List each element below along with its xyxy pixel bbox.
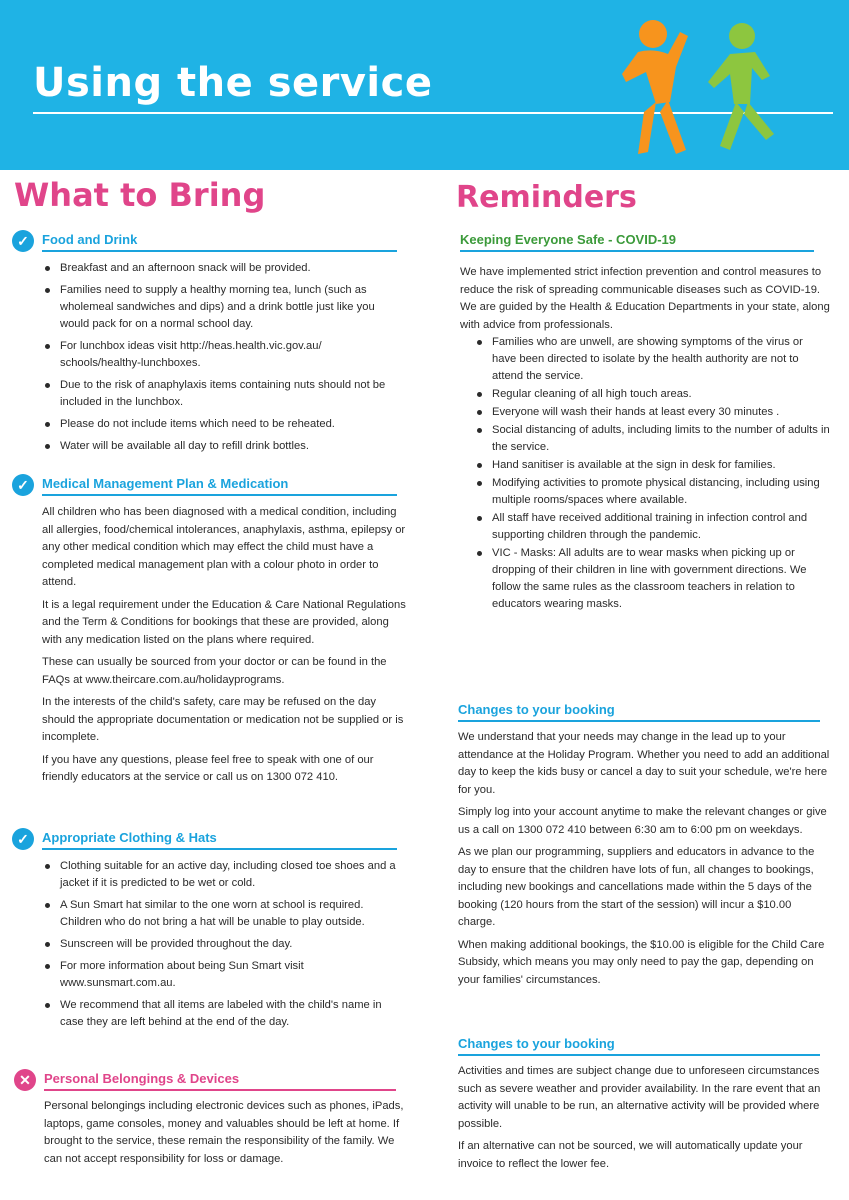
- list-item: Breakfast and an afternoon snack will be provided.: [42, 260, 397, 277]
- food-drink-list: [42, 260, 397, 455]
- paragraph: If you have any questions, please feel free to speak with one of our friendly educators at the service or call us on 1300 072 410.: [42, 753, 374, 783]
- section-divider: [42, 848, 397, 850]
- belongings-title: Personal Belongings & Devices: [44, 1071, 240, 1086]
- booking-changes-title: Changes to your booking: [458, 702, 615, 717]
- paragraph: As we plan our programming, suppliers and educators in advance to the day to ensure that the children have lots of fun, all changes to bookings, including new bookings and cancellations made within the 5 days of the booking (120 hours from the start of the session) will incur a $10.00 charge.: [458, 846, 815, 928]
- section-divider: [460, 250, 814, 252]
- list-item: Everyone will wash their hands at least every 30 minutes .: [474, 404, 830, 421]
- section-divider: [458, 1054, 820, 1056]
- clothing-section: [42, 828, 397, 1036]
- check-icon: ✓: [12, 828, 34, 850]
- clothing-list: [42, 858, 397, 1031]
- list-item: Regular cleaning of all high touch areas.: [474, 386, 830, 403]
- covid-title: Keeping Everyone Safe - COVID-19: [460, 232, 677, 247]
- list-item: VIC - Masks: All adults are to wear masks when picking up or dropping of their children in line with government directions. We follow the same rules as the classroom teachers in relation to educators wearing masks.: [474, 545, 830, 613]
- page-title: Using the service: [33, 60, 433, 106]
- belongings-section: [44, 1069, 404, 1173]
- food-drink-section: [42, 230, 397, 460]
- list-item: Social distancing of adults, including limits to the number of adults in the service.: [474, 422, 830, 456]
- activity-changes-section: [458, 1034, 830, 1178]
- covid-body: [460, 264, 830, 613]
- activity-changes-title: Changes to your booking: [458, 1036, 615, 1051]
- list-item: Hand sanitiser is available at the sign in desk for families.: [474, 457, 830, 474]
- paragraph: If an alternative can not be sourced, we will automatically update your invoice to reflect the lower fee.: [458, 1140, 803, 1170]
- paragraph: When making additional bookings, the $10.00 is eligible for the Child Care Subsidy, which means you may only need to pay the gap, depending on your families' circumstances.: [458, 938, 825, 986]
- activity-changes-body: [458, 1063, 826, 1173]
- paragraph: These can usually be sourced from your doctor or can be found in the FAQs at www.theircare.com.au/holidayprograms.: [42, 656, 387, 686]
- paragraph: In the interests of the child's safety, care may be refused on the day should the appropriate documentation or medication not be supplied or is incomplete.: [42, 696, 404, 743]
- cross-icon: ✕: [14, 1069, 36, 1091]
- paragraph: It is a legal requirement under the Education & Care National Regulations and the Term & Conditions for bookings that these are provided, along with any medication listed on the plans where required.: [42, 598, 406, 646]
- list-item: For lunchbox ideas visit http://heas.health.vic.gov.au/ schools/healthy-lunchboxes.: [42, 338, 397, 372]
- list-item: For more information about being Sun Smart visit www.sunsmart.com.au.: [42, 958, 397, 992]
- section-divider: [44, 1089, 396, 1091]
- food-drink-title: Food and Drink: [42, 232, 138, 247]
- list-item: Families need to supply a healthy morning tea, lunch (such as wholemeal sandwiches and dips) and a drink bottle just like you would pack for on a normal school day.: [42, 282, 397, 333]
- check-icon: ✓: [12, 474, 34, 496]
- list-item: We recommend that all items are labeled with the child's name in case they are left behind at the end of the day.: [42, 997, 397, 1031]
- header-banner: [0, 0, 849, 170]
- paragraph: We understand that your needs may change in the lead up to your attendance at the Holiday Program. Whether you need to add an additional day to keep the kids busy or cancel a day to suit your schedule, we're here for you.: [458, 731, 830, 796]
- list-item: Please do not include items which need to be reheated.: [42, 416, 397, 433]
- list-item: Sunscreen will be provided throughout the day.: [42, 936, 397, 953]
- list-item: Due to the risk of anaphylaxis items containing nuts should not be included in the lunchbox.: [42, 377, 397, 411]
- check-icon: ✓: [12, 230, 34, 252]
- list-item: Families who are unwell, are showing symptoms of the virus or have been directed to isolate by the health authority are not to attend the service.: [474, 334, 830, 385]
- list-item: A Sun Smart hat similar to the one worn at school is required. Children who do not bring a hat will be unable to play outside.: [42, 897, 397, 931]
- section-divider: [42, 494, 397, 496]
- list-item: Clothing suitable for an active day, including closed toe shoes and a jacket if it is predicted to be wet or cold.: [42, 858, 397, 892]
- paragraph: Activities and times are subject change due to unforeseen circumstances such as severe weather and provider availability. In the rare event that an activity will unable to be run, an alternative activity will be provided where possible.: [458, 1065, 821, 1130]
- paragraph: All children who has been diagnosed with a medical condition, including all allergies, food/chemical intolerances, anaphylaxis, asthma, epilepsy or any other medical condition which may effect the child must have a completed medical management plan with a colour photo in order to attend.: [42, 506, 406, 588]
- paragraph: Simply log into your account anytime to make the relevant changes or give us a call on 1300 072 410 between 6:30 am to 6:00 pm on weekdays.: [458, 806, 827, 836]
- list-item: Water will be available all day to refill drink bottles.: [42, 438, 397, 455]
- list-item: Modifying activities to promote physical distancing, including using multiple rooms/spaces where available.: [474, 475, 830, 509]
- reminders-heading: Reminders: [456, 180, 637, 215]
- medical-body: [42, 504, 410, 787]
- booking-changes-body: [458, 729, 830, 989]
- medical-title: Medical Management Plan & Medication: [42, 476, 289, 491]
- medical-section: [42, 474, 406, 792]
- green-child-illustration: [700, 16, 790, 166]
- paragraph: We have implemented strict infection prevention and control measures to reduce the risk of spreading communicable diseases such as COVID-19. We are guided by the Health & Education Departments in your state, along with advice from professionals.: [460, 266, 830, 331]
- booking-changes-section: [458, 700, 830, 994]
- section-divider: [458, 720, 820, 722]
- clothing-title: Appropriate Clothing & Hats: [42, 830, 217, 845]
- paragraph: Personal belongings including electronic devices such as phones, iPads, laptops, game consoles, money and valuables should be left at home. If brought to the service, these remain the responsibility of the family. We can not accept responsibility for loss or damage.: [44, 1100, 404, 1165]
- what-to-bring-heading: What to Bring: [14, 176, 266, 214]
- covid-list: [460, 334, 830, 613]
- list-item: All staff have received additional training in infection control and supporting children through the pandemic.: [474, 510, 830, 544]
- section-divider: [42, 250, 397, 252]
- covid-section: [460, 230, 830, 614]
- belongings-body: [44, 1098, 410, 1168]
